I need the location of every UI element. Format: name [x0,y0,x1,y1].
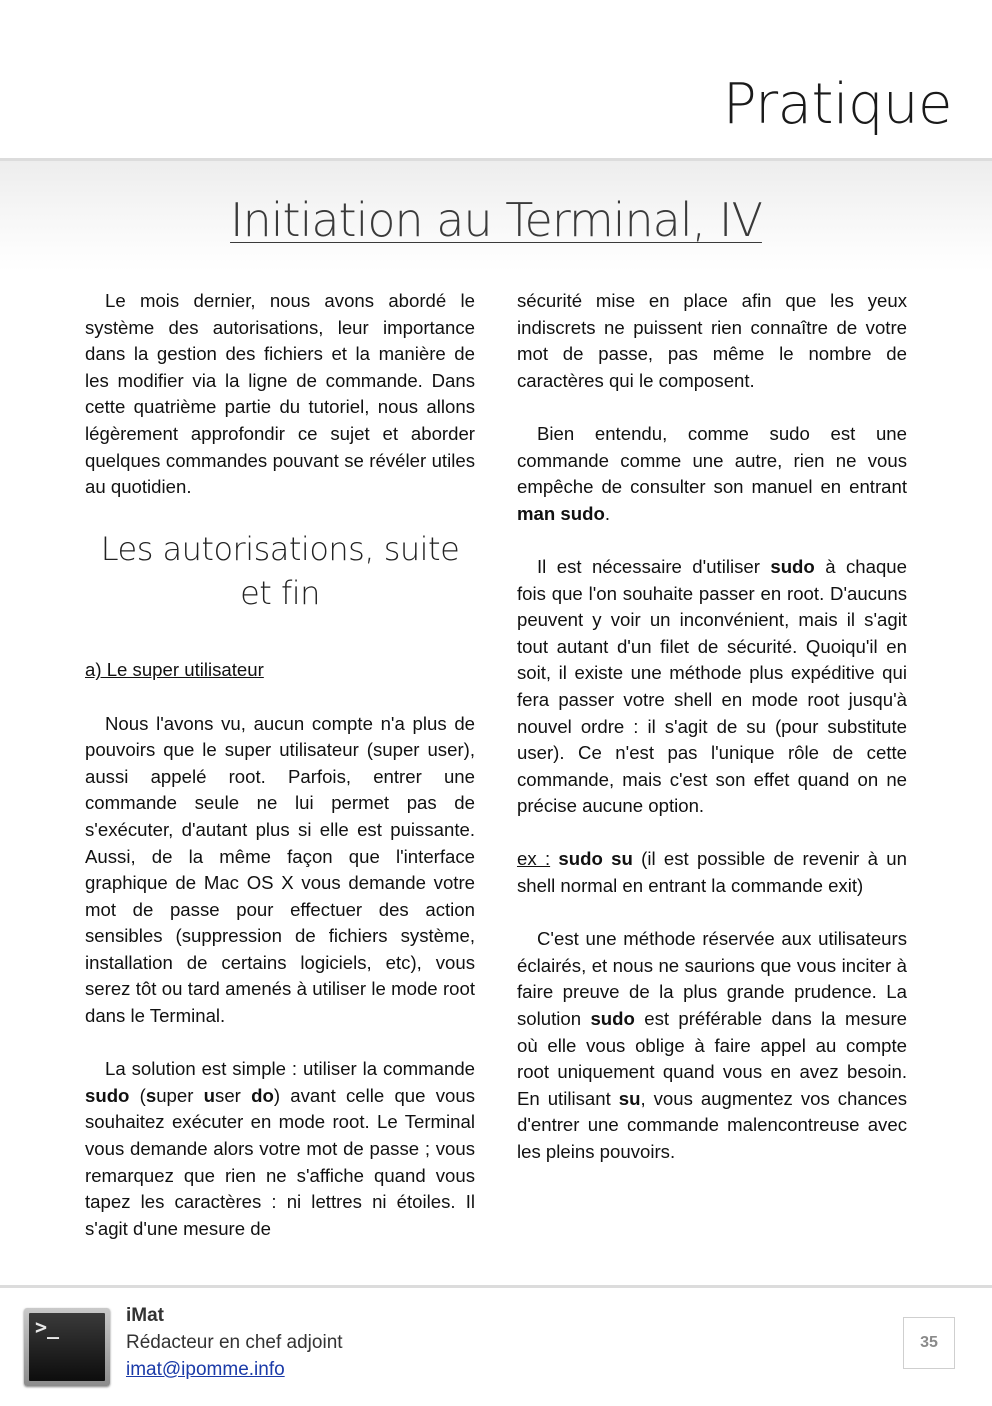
text-run: à chaque fois que l'on souhaite passer en root. D'aucuns peuvent y voir un inconvénient, mais il s'agit tout autant d'un filet de sécurité. Quoiqu'il en soit, il existe une méthode plus expéditive qui fera passer votre shell en mode root jusqu'à nouvel ordre : il s'agit de su (pour substitute user). Ce n'est pas l'unique rôle de cette commande, mais c'est son effet quand on ne précise aucune option. [517,555,907,817]
bold-run: u [203,1084,216,1106]
text-run: , vous augmentez vos chances d'entrer une commande malencontreuse avec les pleins pouvoirs. [517,1087,907,1162]
text-run: Bien entendu, comme sudo est une commande comme une autre, rien ne vous empêche de consulter son manuel en entrant [517,422,907,498]
text-run: . [604,502,610,524]
intro-paragraph: Le mois dernier, nous avons abordé le système des autorisations, leur importance dans la gestion des fichiers et la manière de les modifier via la ligne de commande. Dans cette quatrième partie du tutoriel, nous allons légèrement approfondir ce sujet et aborder quelques commandes pouvant se révéler utiles au quotidien. [85,290,475,498]
author-role: Rédacteur en chef adjoint [126,1332,343,1353]
text-run: C'est une méthode réservée aux utilisateurs éclairés, et nous ne saurions que vous inciter à faire preuve de la plus grande prudence. La solution [517,928,907,1030]
text-run: uper [156,1084,204,1106]
text-run: ) avant celle que vous souhaitez exécuter en mode root. Le Terminal vous demande alors votre mot de passe ; vous remarquez que rien ne s'affiche quand vous tapez les caractères : ni lettres ni étoiles. Il s'agit d'une mesure de [85,1084,476,1239]
left-column [85,288,475,1269]
paragraph: sécurité mise en place afin que les yeux indiscrets ne puissent rien connaître de votre mot de passe, pas même le nombre de caractères qui le composent. [517,290,907,391]
author-name: iMat [126,1305,164,1326]
page-footer [0,1285,992,1406]
article [0,161,992,1285]
example-label: ex : [517,848,551,870]
article-title-wrap [0,193,992,247]
text-run: (il est possible de revenir à un shell normal en entrant la commande exit) [517,848,907,897]
example-command: sudo su [558,848,633,870]
terminal-app-icon [24,1308,110,1386]
section-heading [85,657,475,684]
text-run: La solution est simple : utiliser la commande [105,1058,475,1080]
terminal-prompt: >_ [35,1315,60,1339]
bold-run: s [145,1084,157,1106]
text-run: Il est nécessaire d'utiliser [537,555,771,577]
section-label: Pratique [722,72,952,137]
example [517,846,907,899]
page-header [0,0,992,161]
text-run: ser [215,1084,252,1106]
author-info [126,1302,343,1383]
terminal-screen [29,1313,105,1381]
paragraph [517,926,907,1165]
paragraph: Nous l'avons vu, aucun compte n'a plus de pouvoirs que le super utilisateur (super user), aussi appelé root. Parfois, entrer une commande seule ne lui permet pas de s'exécuter, d'autant plus si elle est puissante. Aussi, de la même façon que l'interface graphique de Mac OS X vous demande votre mot de passe pour effectuer des action sensibles (suppression de fichiers système, installation de certains logiciels, etc), vous serez tôt ou tard amenés à utiliser le mode root dans le Terminal. [85,712,475,1027]
paragraph [517,421,907,527]
right-column [517,288,907,1192]
subheading: Les autorisations, suite et fin [100,530,460,613]
bold-run: man sudo [517,502,605,524]
text-run: ( [129,1084,146,1106]
bold-run: sudo [85,1084,130,1106]
section-a-label: a) Le super utilisateur [85,659,264,681]
paragraph [85,1056,475,1242]
bold-run: su [618,1087,641,1109]
bold-run: do [251,1084,274,1106]
page-number: 35 [903,1317,955,1369]
bold-run: sudo [770,555,815,577]
article-title: Initiation au Terminal, IV [230,193,762,247]
author-email-link[interactable]: imat@ipomme.info [126,1359,285,1380]
text-run: est préférable dans la mesure où elle vous oblige à faire appel au compte root uniquement quand vous en avez besoin. En utilisant [517,1008,907,1109]
bold-run: sudo [590,1008,635,1030]
paragraph [517,554,907,820]
